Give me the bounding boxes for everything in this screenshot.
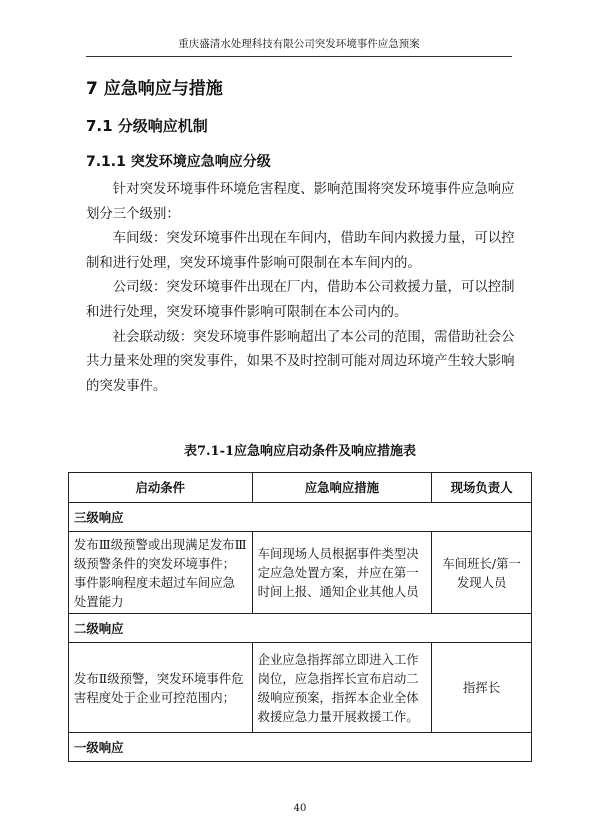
page-header: 重庆盛清水处理科技有限公司突发环境事件应急预案 xyxy=(178,38,420,50)
level1-title: 一级响应 xyxy=(69,733,532,762)
section-heading-7-1: 7.1 分级响应机制 xyxy=(86,117,208,135)
body-text xyxy=(86,178,518,399)
header-measure: 应急响应措施 xyxy=(252,473,432,503)
level3-condition: 发布Ⅲ级预警或出现满足发布Ⅲ级预警条件的突发环境事件；事件影响程度未超过车间应急处置能力 xyxy=(69,532,253,614)
level2-measure: 企业应急指挥部立即进入工作岗位，应急指挥长宣布启动二级响应预案，指挥本企业全体救援应急力量开展救援工作。 xyxy=(252,643,432,733)
level2-title-row xyxy=(69,614,532,643)
level2-leader: 指挥长 xyxy=(432,643,532,733)
page-number: 40 xyxy=(293,803,307,814)
level2-title: 二级响应 xyxy=(69,614,532,643)
paragraph-workshop-level: 车间级：突发环境事件出现在车间内，借助车间内救援力量，可以控制和进行处理，突发环境事件影响可限制在本车间内的。 xyxy=(86,231,515,271)
header-rule xyxy=(86,56,512,57)
level3-title-row xyxy=(69,503,532,532)
level3-row xyxy=(69,532,532,614)
response-table xyxy=(68,472,532,762)
section-heading-7-1-1: 7.1.1 突发环境应急响应分级 xyxy=(86,154,271,170)
paragraph-social-level: 社会联动级：突发环境事件影响超出了本公司的范围，需借助社会公共力量来处理的突发事件，如果不及时控制可能对周边环境产生较大影响的突发事件。 xyxy=(86,329,515,394)
header-leader: 现场负责人 xyxy=(432,473,532,503)
table-header-row xyxy=(69,473,532,503)
level3-leader: 车间班长/第一发现人员 xyxy=(432,532,532,614)
paragraph-company-level: 公司级：突发环境事件出现在厂内，借助本公司救援力量，可以控制和进行处理，突发环境事件影响可限制在本公司内的。 xyxy=(86,280,515,320)
level2-condition: 发布Ⅱ级预警，突发环境事件危害程度处于企业可控范围内； xyxy=(69,643,253,733)
level3-title: 三级响应 xyxy=(69,503,532,532)
level1-title-row xyxy=(69,733,532,762)
table-caption: 表7.1-1应急响应启动条件及响应措施表 xyxy=(183,444,417,459)
level3-measure: 车间现场人员根据事件类型决定应急处置方案，并应在第一时间上报、通知企业其他人员 xyxy=(252,532,432,614)
paragraph-intro: 针对突发环境事件环境危害程度、影响范围将突发环境事件应急响应划分三个级别： xyxy=(86,182,515,222)
header-condition: 启动条件 xyxy=(69,473,253,503)
section-heading-7: 7 应急响应与措施 xyxy=(86,79,223,99)
level2-row xyxy=(69,643,532,733)
